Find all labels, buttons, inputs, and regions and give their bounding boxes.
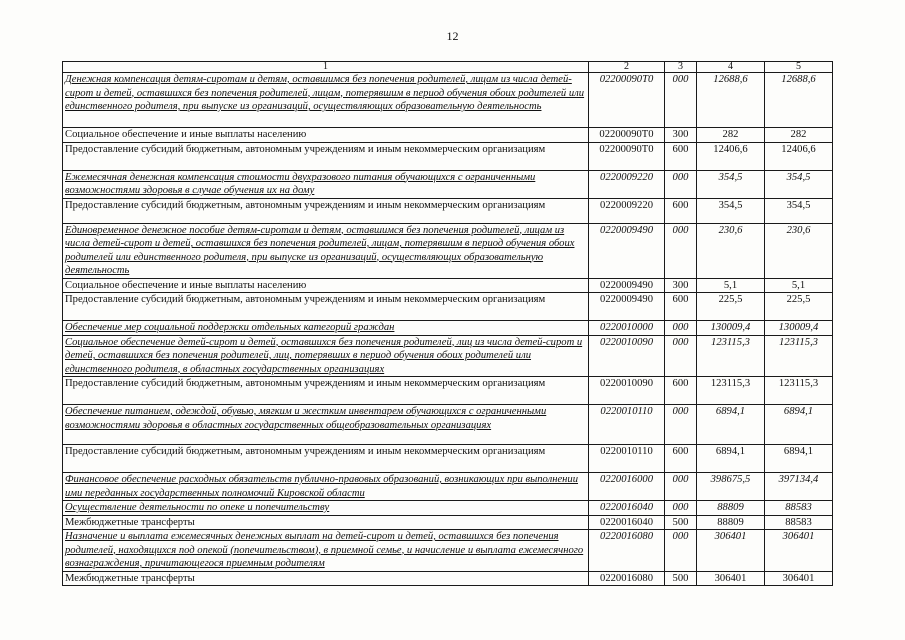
row-value-4-cell: 130009,4 bbox=[697, 321, 765, 336]
table-row bbox=[63, 530, 833, 572]
table-row bbox=[63, 321, 833, 336]
row-value-5-cell: 88583 bbox=[765, 501, 833, 516]
row-value-4-cell: 230,6 bbox=[697, 223, 765, 278]
row-value-4-cell: 6894,1 bbox=[697, 445, 765, 473]
row-value-4-cell: 12688,6 bbox=[697, 73, 765, 128]
row-value-4-cell: 123115,3 bbox=[697, 335, 765, 377]
table-row bbox=[63, 170, 833, 198]
row-value-5-cell: 88583 bbox=[765, 515, 833, 530]
row-value-5-cell: 306401 bbox=[765, 571, 833, 586]
table-row bbox=[63, 293, 833, 321]
row-value-5-cell: 5,1 bbox=[765, 278, 833, 293]
row-value-5-cell: 354,5 bbox=[765, 170, 833, 198]
row-code-cell: 0220010110 bbox=[589, 405, 665, 445]
row-code-cell: 0220009490 bbox=[589, 278, 665, 293]
row-code-cell: 0220016080 bbox=[589, 571, 665, 586]
row-value-4-cell: 6894,1 bbox=[697, 405, 765, 445]
row-code-cell: 0220009220 bbox=[589, 198, 665, 223]
row-value-4-cell: 123115,3 bbox=[697, 377, 765, 405]
table-row bbox=[63, 571, 833, 586]
row-type-cell: 000 bbox=[665, 405, 697, 445]
row-name-cell: Предоставление субсидий бюджетным, автономным учреждениям и иным некоммерческим организациям bbox=[63, 142, 589, 170]
row-type-cell: 300 bbox=[665, 128, 697, 143]
table-row bbox=[63, 278, 833, 293]
table-row bbox=[63, 335, 833, 377]
row-value-5-cell: 6894,1 bbox=[765, 445, 833, 473]
row-name-cell: Предоставление субсидий бюджетным, автономным учреждениям и иным некоммерческим организациям bbox=[63, 377, 589, 405]
row-type-cell: 000 bbox=[665, 530, 697, 572]
row-name-cell: Обеспечение питанием, одеждой, обувью, мягким и жестким инвентарем обучающихся с ограниченными возможностями здоровья в областных государственных общеобразовательных организациях bbox=[63, 405, 589, 445]
row-name-cell: Назначение и выплата ежемесячных денежных выплат на детей-сирот и детей, оставшихся без попечения родителей, находящихся под опекой (попечительством), в приемной семье, и начисление и выплата ежемесячного вознаграждения, причитающегося приемным родителям bbox=[63, 530, 589, 572]
row-value-5-cell: 225,5 bbox=[765, 293, 833, 321]
row-value-5-cell: 12406,6 bbox=[765, 142, 833, 170]
table-row bbox=[63, 73, 833, 128]
row-type-cell: 600 bbox=[665, 377, 697, 405]
row-code-cell: 0220009490 bbox=[589, 223, 665, 278]
row-name-cell: Денежная компенсация детям-сиротам и детям, оставшимся без попечения родителей, лицам из числа детей-сирот и детей, оставшихся без попечения родителей, лицам, потерявшим в период обучения обоих родителей или единственного родителя, при выпуске из организаций, осуществляющих образовательную деятельность bbox=[63, 73, 589, 128]
row-type-cell: 000 bbox=[665, 321, 697, 336]
row-code-cell: 0220016040 bbox=[589, 501, 665, 516]
row-value-4-cell: 306401 bbox=[697, 530, 765, 572]
table-row bbox=[63, 405, 833, 445]
row-type-cell: 000 bbox=[665, 170, 697, 198]
row-type-cell: 000 bbox=[665, 73, 697, 128]
table-row bbox=[63, 501, 833, 516]
row-name-cell: Обеспечение мер социальной поддержки отдельных категорий граждан bbox=[63, 321, 589, 336]
row-value-5-cell: 306401 bbox=[765, 530, 833, 572]
row-code-cell: 0220009220 bbox=[589, 170, 665, 198]
row-name-cell: Ежемесячная денежная компенсация стоимости двухразового питания обучающихся с ограниченными возможностями здоровья в случае обучения их на дому bbox=[63, 170, 589, 198]
row-type-cell: 500 bbox=[665, 515, 697, 530]
row-value-5-cell: 6894,1 bbox=[765, 405, 833, 445]
table-row bbox=[63, 128, 833, 143]
column-header: 5 bbox=[765, 62, 833, 73]
row-code-cell: 02200090Т0 bbox=[589, 142, 665, 170]
row-name-cell: Предоставление субсидий бюджетным, автономным учреждениям и иным некоммерческим организациям bbox=[63, 445, 589, 473]
column-number-row bbox=[63, 62, 833, 73]
row-value-4-cell: 282 bbox=[697, 128, 765, 143]
row-name-cell: Социальное обеспечение и иные выплаты населению bbox=[63, 128, 589, 143]
row-value-4-cell: 354,5 bbox=[697, 170, 765, 198]
row-value-5-cell: 354,5 bbox=[765, 198, 833, 223]
row-code-cell: 0220016040 bbox=[589, 515, 665, 530]
column-header: 1 bbox=[63, 62, 589, 73]
row-name-cell: Осуществление деятельности по опеке и попечительству bbox=[63, 501, 589, 516]
row-value-4-cell: 354,5 bbox=[697, 198, 765, 223]
row-value-5-cell: 230,6 bbox=[765, 223, 833, 278]
row-type-cell: 600 bbox=[665, 293, 697, 321]
row-type-cell: 600 bbox=[665, 445, 697, 473]
row-code-cell: 0220010090 bbox=[589, 335, 665, 377]
row-type-cell: 000 bbox=[665, 335, 697, 377]
table-row bbox=[63, 445, 833, 473]
page-number: 12 bbox=[446, 29, 459, 43]
row-type-cell: 000 bbox=[665, 501, 697, 516]
table-row bbox=[63, 198, 833, 223]
row-code-cell: 0220010090 bbox=[589, 377, 665, 405]
row-name-cell: Предоставление субсидий бюджетным, автономным учреждениям и иным некоммерческим организациям bbox=[63, 198, 589, 223]
row-type-cell: 500 bbox=[665, 571, 697, 586]
row-code-cell: 0220010000 bbox=[589, 321, 665, 336]
column-header: 2 bbox=[589, 62, 665, 73]
row-name-cell: Межбюджетные трансферты bbox=[63, 515, 589, 530]
row-value-5-cell: 397134,4 bbox=[765, 473, 833, 501]
row-value-4-cell: 398675,5 bbox=[697, 473, 765, 501]
row-value-4-cell: 88809 bbox=[697, 501, 765, 516]
column-header: 4 bbox=[697, 62, 765, 73]
row-value-5-cell: 130009,4 bbox=[765, 321, 833, 336]
row-value-5-cell: 123115,3 bbox=[765, 377, 833, 405]
row-code-cell: 02200090Т0 bbox=[589, 73, 665, 128]
table-row bbox=[63, 223, 833, 278]
row-name-cell: Финансовое обеспечение расходных обязательств публично-правовых образований, возникающих при выполнении ими переданных государственных полномочий Кировской области bbox=[63, 473, 589, 501]
row-type-cell: 600 bbox=[665, 142, 697, 170]
row-type-cell: 300 bbox=[665, 278, 697, 293]
row-value-4-cell: 88809 bbox=[697, 515, 765, 530]
row-value-4-cell: 5,1 bbox=[697, 278, 765, 293]
row-type-cell: 000 bbox=[665, 473, 697, 501]
row-value-4-cell: 225,5 bbox=[697, 293, 765, 321]
row-value-5-cell: 123115,3 bbox=[765, 335, 833, 377]
table-row bbox=[63, 142, 833, 170]
row-name-cell: Единовременное денежное пособие детям-сиротам и детям, оставшимся без попечения родителей, лицам из числа детей-сирот и детей, оставшихся без попечения родителей, лицам, потерявшим в период обучения обоих родителей или единственного родителя, при выпуске из организаций, осуществляющих образовательную деятельность bbox=[63, 223, 589, 278]
row-name-cell: Социальное обеспечение и иные выплаты населению bbox=[63, 278, 589, 293]
row-name-cell: Социальное обеспечение детей-сирот и детей, оставшихся без попечения родителей, лиц из числа детей-сирот и детей, оставшихся без попечения родителей, лиц, потерявших в период обучения обоих родителей или единственного родителя, в областных государственных организациях bbox=[63, 335, 589, 377]
row-code-cell: 0220010110 bbox=[589, 445, 665, 473]
row-name-cell: Предоставление субсидий бюджетным, автономным учреждениям и иным некоммерческим организациям bbox=[63, 293, 589, 321]
column-header: 3 bbox=[665, 62, 697, 73]
row-type-cell: 600 bbox=[665, 198, 697, 223]
row-value-4-cell: 306401 bbox=[697, 571, 765, 586]
table-row bbox=[63, 473, 833, 501]
row-value-4-cell: 12406,6 bbox=[697, 142, 765, 170]
row-code-cell: 0220009490 bbox=[589, 293, 665, 321]
row-value-5-cell: 12688,6 bbox=[765, 73, 833, 128]
row-code-cell: 0220016000 bbox=[589, 473, 665, 501]
row-code-cell: 02200090Т0 bbox=[589, 128, 665, 143]
row-value-5-cell: 282 bbox=[765, 128, 833, 143]
table-row bbox=[63, 377, 833, 405]
table-row bbox=[63, 515, 833, 530]
row-code-cell: 0220016080 bbox=[589, 530, 665, 572]
row-type-cell: 000 bbox=[665, 223, 697, 278]
budget-table bbox=[62, 61, 833, 586]
row-name-cell: Межбюджетные трансферты bbox=[63, 571, 589, 586]
